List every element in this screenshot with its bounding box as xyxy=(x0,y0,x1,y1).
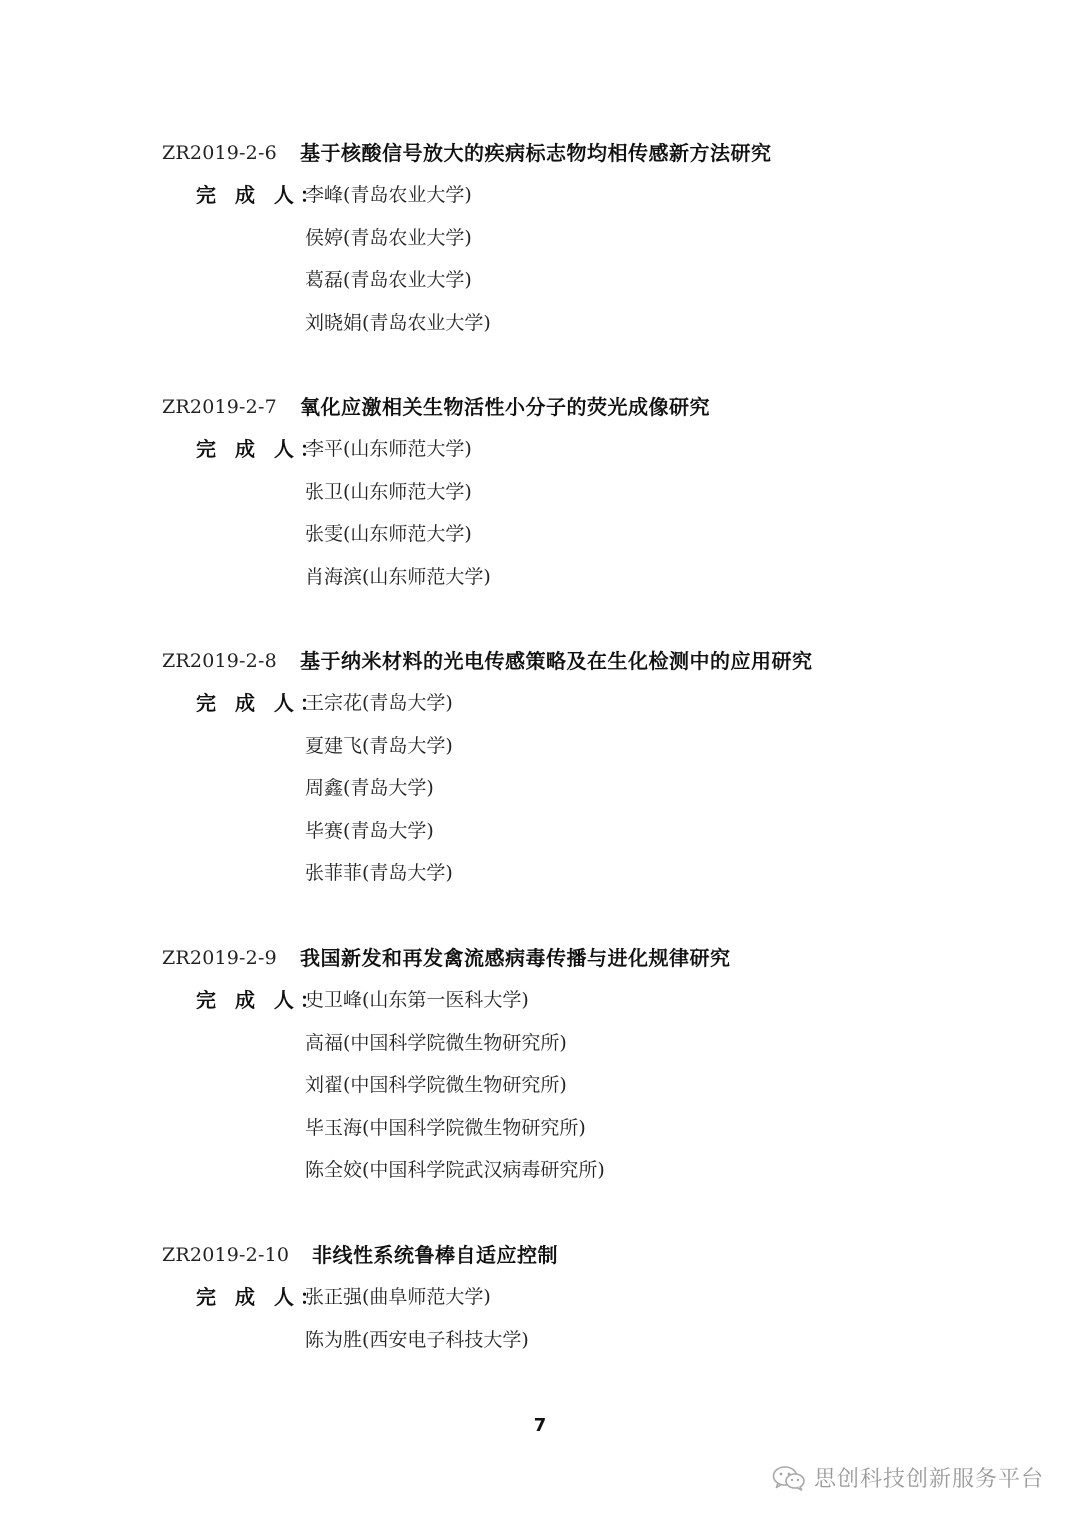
role-label: 完 成 人： xyxy=(196,1285,326,1309)
person-row xyxy=(0,308,1080,351)
person-row xyxy=(0,180,1080,223)
person-row xyxy=(0,223,1080,266)
person-name: 陈为胜(西安电子科技大学) xyxy=(305,1328,529,1351)
role-label: 完 成 人： xyxy=(196,691,326,715)
entry-header xyxy=(0,943,1080,985)
person-row xyxy=(0,773,1080,816)
person-row xyxy=(0,1325,1080,1368)
person-name: 史卫峰(山东第一医科大学) xyxy=(305,989,529,1011)
person-name: 毕赛(青岛大学) xyxy=(305,819,434,842)
person-row xyxy=(0,731,1080,774)
person-row xyxy=(0,519,1080,562)
person-name: 张菲菲(青岛大学) xyxy=(305,862,453,884)
entry-code: ZR2019-2-7 xyxy=(162,396,277,418)
role-label: 完 成 人： xyxy=(196,437,326,461)
award-entry xyxy=(0,138,1080,350)
person-row xyxy=(0,688,1080,731)
person-name: 王宗花(青岛大学) xyxy=(305,692,453,714)
person-name: 张卫(山东师范大学) xyxy=(305,480,472,503)
entry-header xyxy=(0,646,1080,688)
person-row xyxy=(0,477,1080,520)
entry-header xyxy=(0,1240,1080,1282)
entry-header xyxy=(0,392,1080,434)
person-name: 高福(中国科学院微生物研究所) xyxy=(305,1031,567,1054)
award-entry xyxy=(0,392,1080,604)
person-name: 葛磊(青岛农业大学) xyxy=(305,269,472,291)
person-name: 夏建飞(青岛大学) xyxy=(305,734,453,757)
entry-code: ZR2019-2-9 xyxy=(162,947,277,969)
entry-code: ZR2019-2-6 xyxy=(162,142,277,164)
award-entry xyxy=(0,1240,1080,1367)
person-row xyxy=(0,1282,1080,1325)
award-entry xyxy=(0,646,1080,901)
entry-title: 非线性系统鲁棒自适应控制 xyxy=(312,1243,558,1267)
person-row xyxy=(0,985,1080,1028)
person-name: 刘翟(中国科学院微生物研究所) xyxy=(305,1074,567,1096)
person-row xyxy=(0,1070,1080,1113)
entry-title: 氧化应激相关生物活性小分子的荧光成像研究 xyxy=(300,395,710,419)
person-name: 周鑫(青岛大学) xyxy=(305,777,434,799)
entry-title: 基于核酸信号放大的疾病标志物均相传感新方法研究 xyxy=(300,141,772,165)
role-label: 完 成 人： xyxy=(196,183,326,207)
person-row xyxy=(0,1155,1080,1198)
award-entry xyxy=(0,943,1080,1198)
person-row xyxy=(0,816,1080,859)
entry-code: ZR2019-2-8 xyxy=(162,650,277,672)
person-row xyxy=(0,858,1080,901)
person-name: 张雯(山东师范大学) xyxy=(305,523,472,545)
person-row xyxy=(0,562,1080,605)
person-row xyxy=(0,434,1080,477)
watermark-text: 思创科技创新服务平台 xyxy=(813,1467,1044,1492)
entry-title: 我国新发和再发禽流感病毒传播与进化规律研究 xyxy=(300,946,731,970)
entry-title: 基于纳米材料的光电传感策略及在生化检测中的应用研究 xyxy=(300,649,813,673)
page-number: 7 xyxy=(533,1415,547,1436)
person-name: 肖海滨(山东师范大学) xyxy=(305,565,491,588)
person-name: 侯婷(青岛农业大学) xyxy=(305,226,472,249)
entry-code: ZR2019-2-10 xyxy=(162,1244,290,1266)
wechat-icon xyxy=(772,1465,806,1491)
person-name: 刘晓娟(青岛农业大学) xyxy=(305,311,491,334)
person-name: 李平(山东师范大学) xyxy=(305,438,472,460)
person-row xyxy=(0,1028,1080,1071)
person-name: 李峰(青岛农业大学) xyxy=(305,184,472,206)
person-name: 毕玉海(中国科学院微生物研究所) xyxy=(305,1116,586,1139)
person-name: 张正强(曲阜师范大学) xyxy=(305,1286,491,1308)
watermark xyxy=(772,1462,1044,1493)
person-name: 陈全姣(中国科学院武汉病毒研究所) xyxy=(305,1159,605,1181)
role-label: 完 成 人： xyxy=(196,988,326,1012)
entry-header xyxy=(0,138,1080,180)
person-row xyxy=(0,1113,1080,1156)
person-row xyxy=(0,265,1080,308)
